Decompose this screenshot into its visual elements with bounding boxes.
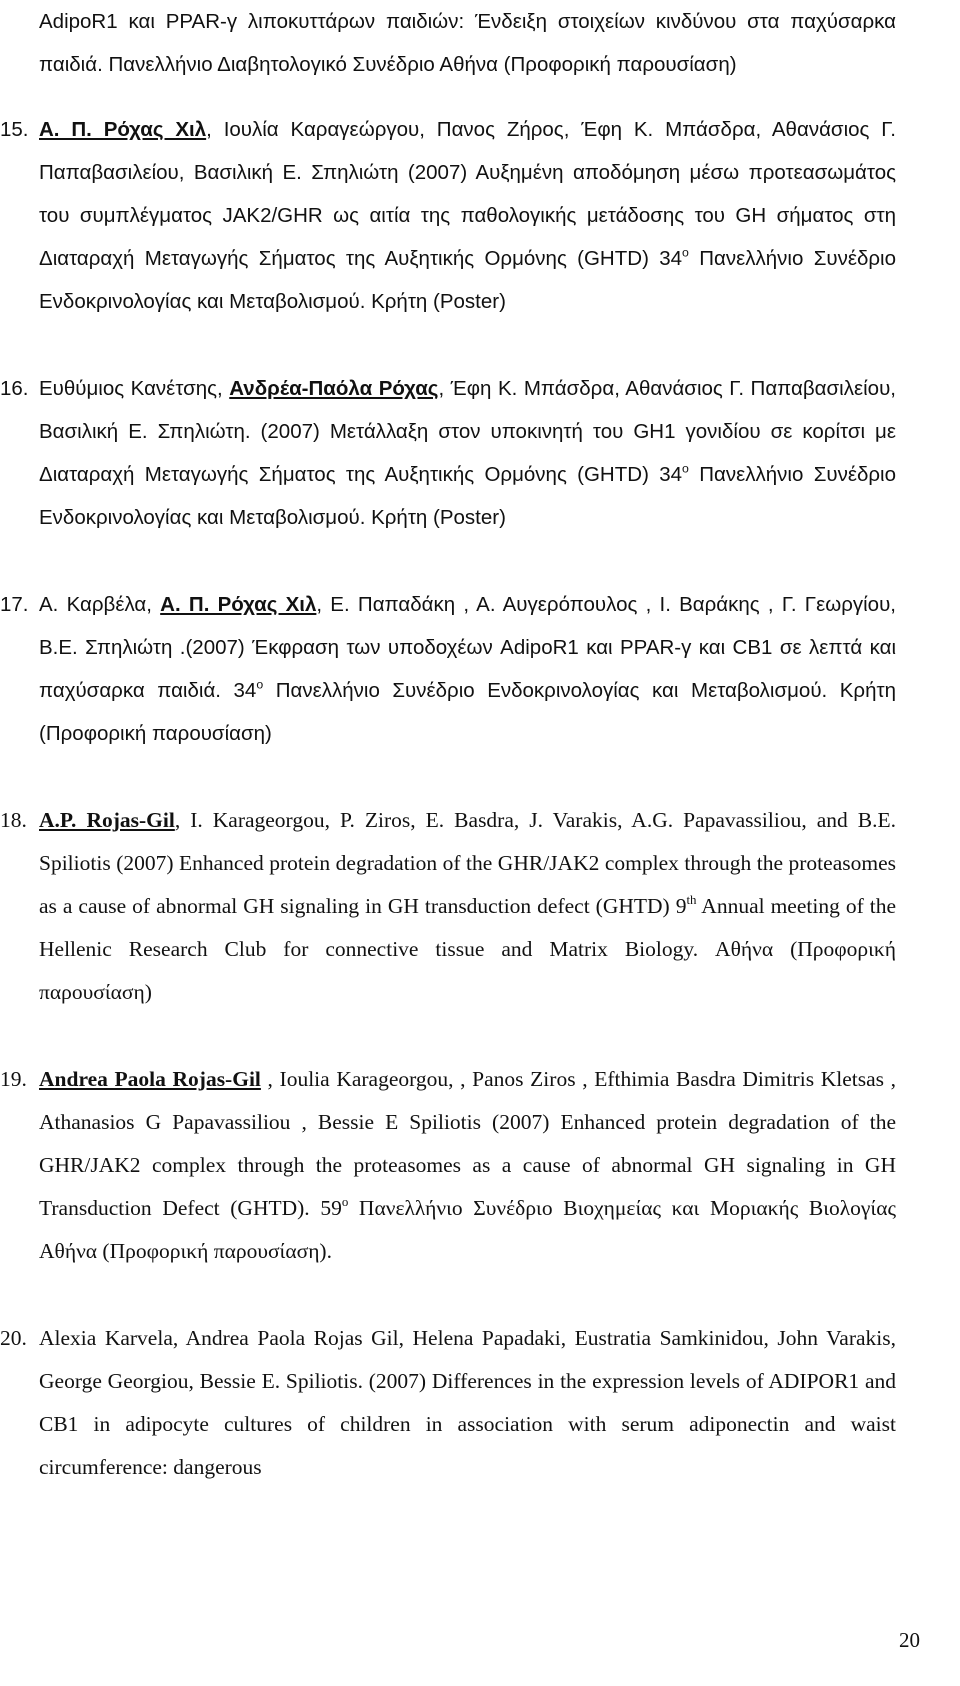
entry-text-tail: Πανελλήνιο Συνέδριο Ενδοκρινολογίας και Μεταβολισμού. Κρήτη (Poster) <box>39 247 896 314</box>
entry-text: , I. Karageorgou, P. Ziros, E. Basdra, J. Varakis, A.G. Papavassiliou, and B.E. Spiliotis (2007) Enhanced protein degradation of the GHR/JAK2 complex through the proteasomes as a cause of abnormal GH signaling in GH transduction defect (GHTD) 9 <box>39 808 896 919</box>
entry-text: AdipoR1 και PPAR-γ λιποκυττάρων παιδιών: Ένδειξη στοιχείων κινδύνου στα παχύσαρκα παιδιά. Πανελλήνιο Διαβητολογικό Συνέδριο Αθήνα (Προφορική παρουσίαση) <box>39 10 896 77</box>
ordinal-superscript: ο <box>682 461 689 476</box>
ordinal-superscript: ο <box>256 677 264 692</box>
entry-number: 20. <box>0 1326 27 1350</box>
page-number: 20 <box>899 1628 920 1652</box>
entry-number: 17. <box>0 593 29 616</box>
reference-19 <box>0 1058 896 1273</box>
entry-number: 18. <box>0 808 27 832</box>
entry-highlight-author: Ανδρέα-Παόλα Ρόχας <box>229 377 439 400</box>
entry-text: Ευθύμιος Κανέτσης, <box>39 377 230 400</box>
entry-text-tail: Πανελλήνιο Συνέδριο Βιοχημείας και Μοριακής Βιολογίας Αθήνα (Προφορική παρουσίαση). <box>39 1196 896 1264</box>
ordinal-superscript: ο <box>682 245 689 260</box>
entry-text: , Ioulia Karageorgou, , Panos Ziros , Efthimia Basdra Dimitris Kletsas , Athanasios G Papavassiliou , Bessie E Spiliotis (2007) Enhanced protein degradation of the GHR/JAK2 complex through the proteasomes as a cause of abnormal GH signaling in GH Transduction Defect (GHTD). 59 <box>39 1067 896 1221</box>
entry-text: , Ιουλία Καραγεώργου, Πανος Ζήρος, Έφη Κ. Μπάσδρα, Αθανάσιος Γ. Παπαβασιλείου, Βασιλική Ε. Σπηλιώτη (2007) Αυξημένη αποδόμηση μέσω προτεασωμάτος του συμπλέγματος JAK2/GHR ως αιτία της παθολογικής μετάδοσης του GH σήματος στη Διαταραχή Μεταγωγής Σήματος της Αυξητικής Ορμόνης (GHTD) 34 <box>39 118 896 271</box>
entry-highlight-author: Α. Π. Ρόχας Χιλ <box>39 118 207 141</box>
entry-number: 16. <box>0 377 29 400</box>
entry-highlight-author: Α. Π. Ρόχας Χιλ <box>160 593 317 616</box>
entry-number: 15. <box>0 118 29 141</box>
reference-15 <box>0 108 896 323</box>
entry-highlight-author: A.P. Rojas-Gil <box>39 808 175 832</box>
reference-17 <box>0 583 896 755</box>
reference-18 <box>0 799 896 1014</box>
entry-text-tail: Annual meeting of the Hellenic Research Club for connective tissue and Matrix Biology. Αθήνα (Προφορική παρουσίαση) <box>39 894 896 1005</box>
ordinal-superscript: th <box>686 893 697 908</box>
ordinal-superscript: ο <box>341 1195 349 1210</box>
reference-continuation <box>39 0 896 86</box>
entry-text-tail: Πανελλήνιο Συνέδριο Ενδοκρινολογίας και Μεταβολισμού. Κρήτη (Poster) <box>39 463 896 530</box>
reference-20 <box>0 1317 896 1489</box>
entry-text: , Ε. Παπαδάκη , Α. Αυγερόπουλος , Ι. Βαράκης , Γ. Γεωργίου, Β.Ε. Σπηλιώτη .(2007) Έκφραση των υποδοχέων AdipoR1 και PPAR-γ και CB1 σε λεπτά και παχύσαρκα παιδιά. 34 <box>39 593 896 703</box>
reference-16 <box>0 367 896 539</box>
entry-number: 19. <box>0 1067 27 1091</box>
entry-text-tail: Πανελλήνιο Συνέδριο Ενδοκρινολογίας και Μεταβολισμού. Κρήτη (Προφορική παρουσίαση) <box>39 679 896 746</box>
entry-text: Α. Καρβέλα, <box>39 593 161 616</box>
entry-text: Alexia Karvela, Andrea Paola Rojas Gil, Helena Papadaki, Eustratia Samkinidou, John Varakis, George Georgiou, Bessie E. Spiliotis. (2007) Differences in the expression levels of ADIPOR1 and CB1 in adipocyte cultures of children in association with serum adiponectin and waist circumference: dangerous <box>39 1326 896 1480</box>
entry-text: , Έφη Κ. Μπάσδρα, Αθανάσιος Γ. Παπαβασιλείου, Βασιλική Ε. Σπηλιώτη. (2007) Μετάλλαξη στον υποκινητή του GH1 γονιδίου σε κορίτσι με Διαταραχή Μεταγωγής Σήματος της Αυξητικής Ορμόνης (GHTD) 34 <box>39 377 896 487</box>
entry-highlight-author: Andrea Paola Rojas-Gil <box>39 1067 261 1091</box>
